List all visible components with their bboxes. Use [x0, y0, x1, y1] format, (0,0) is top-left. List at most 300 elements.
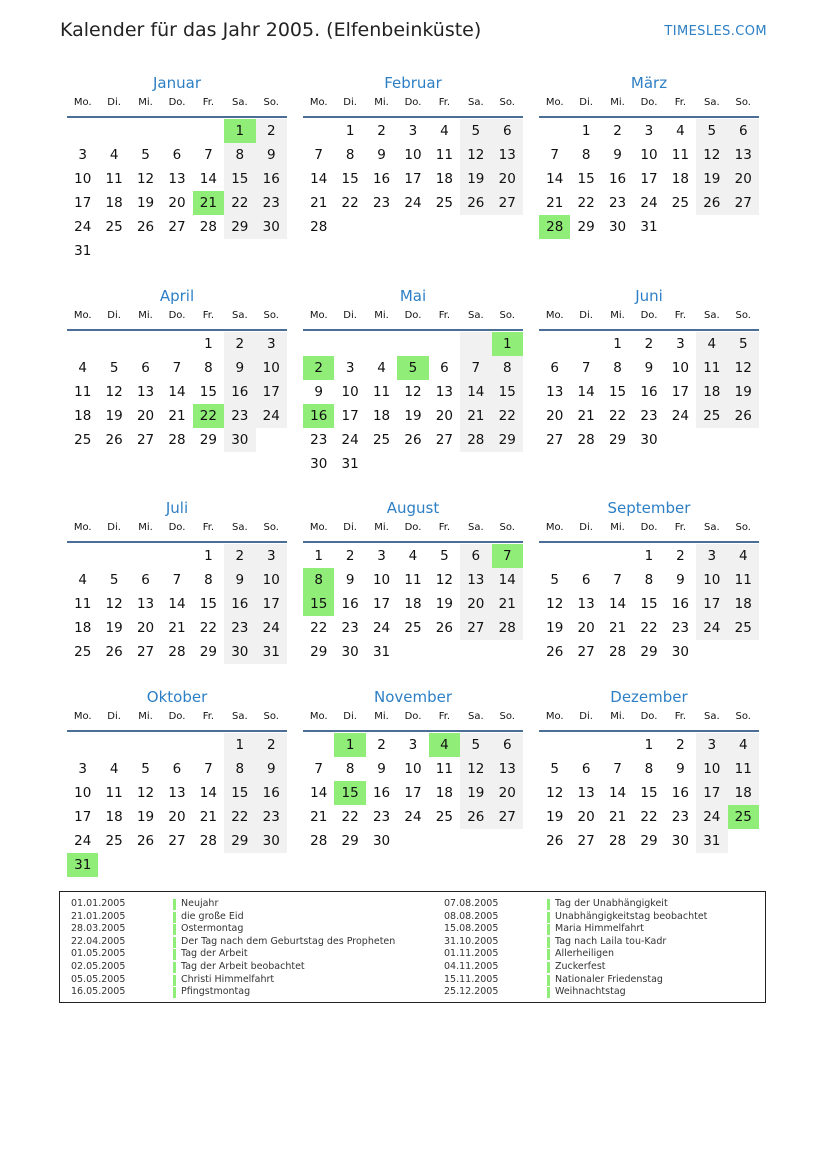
weekday-label: Mi.: [138, 97, 153, 108]
holiday-name: Unabhängigkeitstag beobachtet: [555, 910, 708, 922]
day-cell: 19: [105, 408, 123, 424]
holiday-day-cell: 2: [303, 356, 334, 380]
empty-day-cell: [460, 332, 491, 356]
holiday-name: Tag der Arbeit: [181, 948, 248, 960]
day-cell: 29: [199, 432, 217, 448]
day-cell: 22: [577, 195, 595, 211]
month-name: Januar: [153, 74, 201, 92]
day-cell: 15: [224, 167, 255, 191]
empty-day-cell: [98, 733, 129, 757]
holiday-date: 01.11.2005: [444, 948, 499, 960]
empty-day-cell: [130, 544, 161, 568]
day-cell: 30: [256, 215, 287, 239]
weekday-label: Do.: [168, 310, 186, 321]
holiday-day-cell: 1: [334, 733, 365, 757]
weekday-label: Mi.: [138, 310, 153, 321]
weekday-label: Do.: [168, 711, 186, 722]
day-cell: 21: [608, 620, 627, 636]
day-cell: 23: [372, 195, 391, 211]
holiday-day-cell: 15: [334, 781, 365, 805]
day-cell: 3: [377, 548, 386, 564]
weekday-label: So.: [263, 310, 279, 321]
day-cell: 3: [696, 544, 727, 568]
holiday-marker: [547, 924, 550, 935]
day-cell: 15: [640, 596, 658, 612]
day-cell: 17: [696, 592, 727, 616]
day-cell: 1: [644, 548, 654, 564]
brand-link[interactable]: TIMESLES.COM: [664, 24, 767, 39]
day-cell: 26: [546, 833, 564, 849]
day-cell: 24: [640, 195, 658, 211]
day-cell: 20: [136, 620, 155, 636]
weekday-label: Di.: [107, 522, 121, 533]
day-cell: 31: [74, 243, 92, 259]
day-cell: 9: [224, 568, 255, 592]
month-name: November: [373, 688, 453, 706]
day-cell: 10: [74, 785, 92, 801]
day-cell: 17: [640, 171, 658, 187]
day-cell: 21: [492, 592, 523, 616]
day-cell: 2: [256, 733, 287, 757]
empty-day-cell: [98, 544, 129, 568]
day-cell: 6: [728, 119, 759, 143]
day-cell: 1: [224, 733, 255, 757]
day-cell: 15: [199, 384, 217, 400]
day-cell: 3: [345, 360, 355, 376]
weekday-label: Mi.: [374, 522, 389, 533]
holiday-day-cell: 25: [728, 805, 759, 829]
day-cell: 6: [581, 572, 591, 588]
day-cell: 17: [671, 384, 689, 400]
day-cell: 2: [676, 737, 685, 753]
day-cell: 7: [314, 147, 323, 163]
weekday-label: Mo.: [545, 310, 564, 321]
holiday-name: Nationaler Friedenstag: [555, 973, 663, 985]
day-cell: 2: [224, 332, 255, 356]
day-cell: 10: [696, 757, 727, 781]
day-cell: 15: [608, 384, 627, 400]
day-cell: 25: [105, 833, 123, 849]
day-cell: 24: [404, 195, 422, 211]
day-cell: 16: [341, 596, 359, 612]
day-cell: 17: [256, 592, 287, 616]
day-cell: 28: [168, 432, 186, 448]
empty-day-cell: [130, 733, 161, 757]
day-cell: 12: [728, 356, 759, 380]
weekday-label: So.: [263, 97, 279, 108]
day-cell: 4: [377, 360, 386, 376]
day-cell: 30: [224, 428, 255, 452]
day-cell: 30: [310, 456, 328, 472]
day-cell: 16: [372, 171, 391, 187]
day-grid: [67, 119, 287, 263]
day-cell: 29: [608, 432, 627, 448]
holiday-date: 08.08.2005: [444, 910, 499, 922]
day-grid: [539, 332, 759, 452]
empty-day-cell: [67, 119, 98, 143]
holiday-date: 15.11.2005: [444, 973, 499, 985]
day-cell: 29: [577, 219, 595, 235]
weekday-label: Di.: [107, 711, 121, 722]
month-name: Februar: [384, 74, 442, 92]
empty-day-cell: [161, 119, 192, 143]
empty-day-cell: [429, 332, 460, 356]
holiday-marker: [547, 899, 550, 910]
day-cell: 29: [341, 833, 359, 849]
day-cell: 10: [341, 384, 359, 400]
empty-day-cell: [67, 544, 98, 568]
weekday-label: Sa.: [467, 97, 484, 108]
day-cell: 16: [256, 781, 287, 805]
day-cell: 17: [256, 380, 287, 404]
day-cell: 11: [696, 356, 727, 380]
day-cell: 29: [224, 215, 255, 239]
day-cell: 17: [696, 781, 727, 805]
day-cell: 7: [613, 761, 622, 777]
empty-day-cell: [570, 332, 601, 356]
day-cell: 28: [310, 219, 328, 235]
day-cell: 14: [460, 380, 491, 404]
day-cell: 21: [577, 408, 595, 424]
day-cell: 19: [460, 781, 491, 805]
day-cell: 26: [404, 432, 422, 448]
day-cell: 12: [105, 596, 123, 612]
day-cell: 31: [696, 829, 727, 853]
month-name: Oktober: [146, 688, 208, 706]
weekday-label: So.: [735, 711, 751, 722]
month-10: [303, 687, 523, 853]
day-cell: 5: [109, 572, 119, 588]
holiday-name: Allerheiligen: [555, 948, 615, 960]
day-cell: 18: [74, 408, 92, 424]
holiday-day-cell: 22: [193, 404, 224, 428]
day-cell: 18: [372, 408, 391, 424]
day-cell: 13: [168, 785, 186, 801]
day-cell: 9: [314, 384, 323, 400]
weekday-label: So.: [263, 522, 279, 533]
day-cell: 19: [696, 167, 727, 191]
day-cell: 21: [460, 404, 491, 428]
day-cell: 9: [676, 572, 685, 588]
day-cell: 2: [224, 544, 255, 568]
weekday-label: So.: [499, 310, 515, 321]
day-cell: 3: [408, 123, 418, 139]
day-cell: 17: [372, 596, 391, 612]
day-cell: 9: [377, 761, 386, 777]
day-cell: 24: [74, 219, 92, 235]
day-cell: 1: [314, 548, 323, 564]
day-cell: 28: [608, 644, 627, 660]
month-9: [67, 687, 287, 877]
month-8: [539, 498, 759, 664]
holiday-marker: [547, 987, 550, 998]
day-cell: 20: [577, 809, 595, 825]
day-cell: 2: [613, 123, 622, 139]
day-cell: 31: [341, 456, 359, 472]
holiday-marker: [173, 899, 176, 910]
day-cell: 3: [78, 761, 87, 777]
weekday-header: [539, 710, 759, 732]
day-cell: 12: [460, 143, 491, 167]
holiday-marker: [173, 924, 176, 935]
day-cell: 9: [224, 356, 255, 380]
day-cell: 18: [435, 785, 453, 801]
day-cell: 12: [460, 757, 491, 781]
day-grid: [67, 544, 287, 664]
day-cell: 5: [728, 332, 759, 356]
weekday-label: Di.: [579, 522, 593, 533]
day-cell: 23: [372, 809, 391, 825]
day-cell: 21: [168, 408, 186, 424]
day-cell: 10: [256, 356, 287, 380]
day-cell: 25: [105, 219, 123, 235]
day-cell: 2: [377, 123, 386, 139]
day-cell: 16: [671, 785, 689, 801]
day-cell: 25: [74, 432, 92, 448]
day-cell: 27: [492, 805, 523, 829]
holiday-name: Christi Himmelfahrt: [181, 973, 275, 985]
empty-day-cell: [161, 544, 192, 568]
day-cell: 25: [696, 404, 727, 428]
weekday-label: Mi.: [138, 711, 153, 722]
empty-day-cell: [303, 733, 334, 757]
day-cell: 15: [341, 171, 359, 187]
day-cell: 21: [546, 195, 564, 211]
day-cell: 17: [74, 809, 92, 825]
day-cell: 26: [136, 219, 155, 235]
day-cell: 10: [256, 568, 287, 592]
day-cell: 14: [168, 384, 186, 400]
day-cell: 1: [345, 123, 355, 139]
day-cell: 26: [460, 805, 491, 829]
holiday-date: 31.10.2005: [444, 935, 499, 947]
day-cell: 9: [676, 761, 685, 777]
day-cell: 14: [608, 596, 627, 612]
day-grid: [303, 119, 523, 239]
month-name: Mai: [399, 287, 427, 305]
holiday-name: Weihnachtstag: [555, 986, 626, 998]
day-cell: 6: [460, 544, 491, 568]
day-cell: 11: [372, 384, 391, 400]
day-cell: 30: [671, 833, 689, 849]
day-grid: [539, 119, 759, 239]
day-cell: 18: [728, 781, 759, 805]
weekday-label: Do.: [640, 711, 658, 722]
holiday-day-cell: 7: [492, 544, 523, 568]
day-cell: 6: [172, 147, 182, 163]
day-cell: 11: [404, 572, 422, 588]
day-cell: 10: [404, 147, 422, 163]
empty-day-cell: [334, 332, 365, 356]
day-cell: 2: [377, 737, 386, 753]
day-cell: 22: [341, 809, 359, 825]
weekday-label: So.: [499, 522, 515, 533]
holiday-name: die große Eid: [181, 910, 244, 922]
day-cell: 18: [105, 195, 123, 211]
weekday-label: Mi.: [138, 522, 153, 533]
holiday-legend: [59, 891, 766, 1003]
day-cell: 20: [136, 408, 155, 424]
day-cell: 13: [728, 143, 759, 167]
day-cell: 15: [224, 781, 255, 805]
day-cell: 16: [608, 171, 627, 187]
weekday-label: Sa.: [703, 711, 720, 722]
day-cell: 26: [546, 644, 564, 660]
day-cell: 2: [676, 548, 685, 564]
day-cell: 15: [199, 596, 217, 612]
day-cell: 30: [671, 644, 689, 660]
weekday-label: So.: [735, 522, 751, 533]
holiday-date: 21.01.2005: [71, 910, 126, 922]
day-cell: 6: [440, 360, 449, 376]
holiday-date: 02.05.2005: [71, 960, 126, 972]
day-cell: 22: [199, 620, 217, 636]
day-cell: 7: [613, 572, 622, 588]
day-cell: 20: [577, 620, 595, 636]
day-cell: 30: [224, 640, 255, 664]
empty-day-cell: [366, 332, 397, 356]
day-cell: 6: [492, 733, 523, 757]
day-cell: 3: [644, 123, 654, 139]
day-cell: 23: [310, 432, 328, 448]
empty-day-cell: [539, 733, 570, 757]
weekday-label: Sa.: [231, 522, 248, 533]
day-cell: 16: [372, 785, 391, 801]
day-cell: 21: [310, 195, 328, 211]
weekday-label: Sa.: [231, 97, 248, 108]
day-cell: 23: [256, 191, 287, 215]
weekday-label: Di.: [343, 522, 357, 533]
day-cell: 24: [341, 432, 359, 448]
weekday-label: Mi.: [610, 310, 625, 321]
empty-day-cell: [303, 119, 334, 143]
empty-day-cell: [98, 332, 129, 356]
day-cell: 1: [204, 336, 213, 352]
empty-day-cell: [303, 332, 334, 356]
weekday-label: Mi.: [610, 711, 625, 722]
day-cell: 6: [141, 360, 150, 376]
weekday-header: [539, 521, 759, 543]
weekday-label: Fr.: [674, 522, 687, 533]
empty-day-cell: [193, 119, 224, 143]
day-cell: 29: [310, 644, 328, 660]
day-cell: 6: [581, 761, 591, 777]
day-cell: 25: [671, 195, 689, 211]
day-cell: 11: [435, 147, 453, 163]
weekday-label: Mo.: [73, 711, 92, 722]
weekday-label: Sa.: [467, 522, 484, 533]
day-cell: 7: [581, 360, 591, 376]
day-cell: 3: [676, 336, 685, 352]
empty-day-cell: [397, 332, 428, 356]
weekday-label: Mi.: [610, 522, 625, 533]
day-cell: 20: [168, 809, 186, 825]
holiday-name: Maria Himmelfahrt: [555, 923, 644, 935]
day-cell: 11: [105, 171, 123, 187]
weekday-label: Do.: [640, 522, 658, 533]
day-cell: 21: [199, 809, 217, 825]
day-cell: 18: [404, 596, 422, 612]
day-cell: 3: [78, 147, 87, 163]
day-cell: 27: [168, 219, 186, 235]
day-cell: 1: [204, 548, 213, 564]
day-cell: 12: [546, 596, 564, 612]
weekday-label: Fr.: [202, 711, 215, 722]
day-cell: 13: [492, 143, 523, 167]
month-7: [303, 498, 523, 664]
day-cell: 30: [256, 829, 287, 853]
day-cell: 22: [310, 620, 328, 636]
day-cell: 11: [105, 785, 123, 801]
day-cell: 8: [644, 572, 654, 588]
day-cell: 27: [460, 616, 491, 640]
weekday-label: Mi.: [374, 97, 389, 108]
holiday-marker: [547, 975, 550, 986]
weekday-label: Mo.: [545, 711, 564, 722]
weekday-header: [539, 96, 759, 118]
holiday-marker: [547, 949, 550, 960]
day-cell: 6: [172, 761, 182, 777]
day-cell: 6: [141, 572, 150, 588]
day-cell: 19: [546, 809, 564, 825]
day-cell: 26: [136, 833, 155, 849]
empty-day-cell: [161, 733, 192, 757]
holiday-marker: [173, 987, 176, 998]
day-cell: 16: [640, 384, 658, 400]
day-cell: 8: [204, 360, 213, 376]
empty-day-cell: [539, 332, 570, 356]
weekday-label: Fr.: [202, 522, 215, 533]
month-name: Juli: [165, 499, 189, 517]
weekday-header: [67, 309, 287, 331]
day-cell: 20: [492, 167, 523, 191]
day-cell: 8: [345, 761, 355, 777]
day-cell: 7: [550, 147, 559, 163]
day-cell: 16: [671, 596, 689, 612]
day-grid: [67, 733, 287, 877]
holiday-day-cell: 21: [193, 191, 224, 215]
day-cell: 14: [577, 384, 595, 400]
day-cell: 12: [404, 384, 422, 400]
day-cell: 19: [136, 195, 155, 211]
day-cell: 25: [435, 195, 453, 211]
day-cell: 24: [696, 616, 727, 640]
day-cell: 20: [168, 195, 186, 211]
day-cell: 2: [256, 119, 287, 143]
day-cell: 14: [546, 171, 564, 187]
empty-day-cell: [98, 119, 129, 143]
day-cell: 12: [136, 785, 155, 801]
day-cell: 28: [168, 644, 186, 660]
day-cell: 5: [440, 548, 449, 564]
day-cell: 13: [577, 785, 595, 801]
day-cell: 10: [640, 147, 658, 163]
month-name: Juni: [635, 287, 663, 305]
day-cell: 20: [546, 408, 564, 424]
day-cell: 23: [224, 616, 255, 640]
day-cell: 27: [728, 191, 759, 215]
weekday-header: [67, 96, 287, 118]
day-cell: 11: [728, 568, 759, 592]
day-cell: 4: [109, 761, 119, 777]
day-cell: 25: [728, 616, 759, 640]
weekday-label: Sa.: [231, 310, 248, 321]
day-cell: 28: [492, 616, 523, 640]
month-6: [67, 498, 287, 664]
day-cell: 19: [105, 620, 123, 636]
day-cell: 7: [204, 147, 213, 163]
page-title: Kalender für das Jahr 2005. (Elfenbeinküste): [60, 19, 482, 41]
